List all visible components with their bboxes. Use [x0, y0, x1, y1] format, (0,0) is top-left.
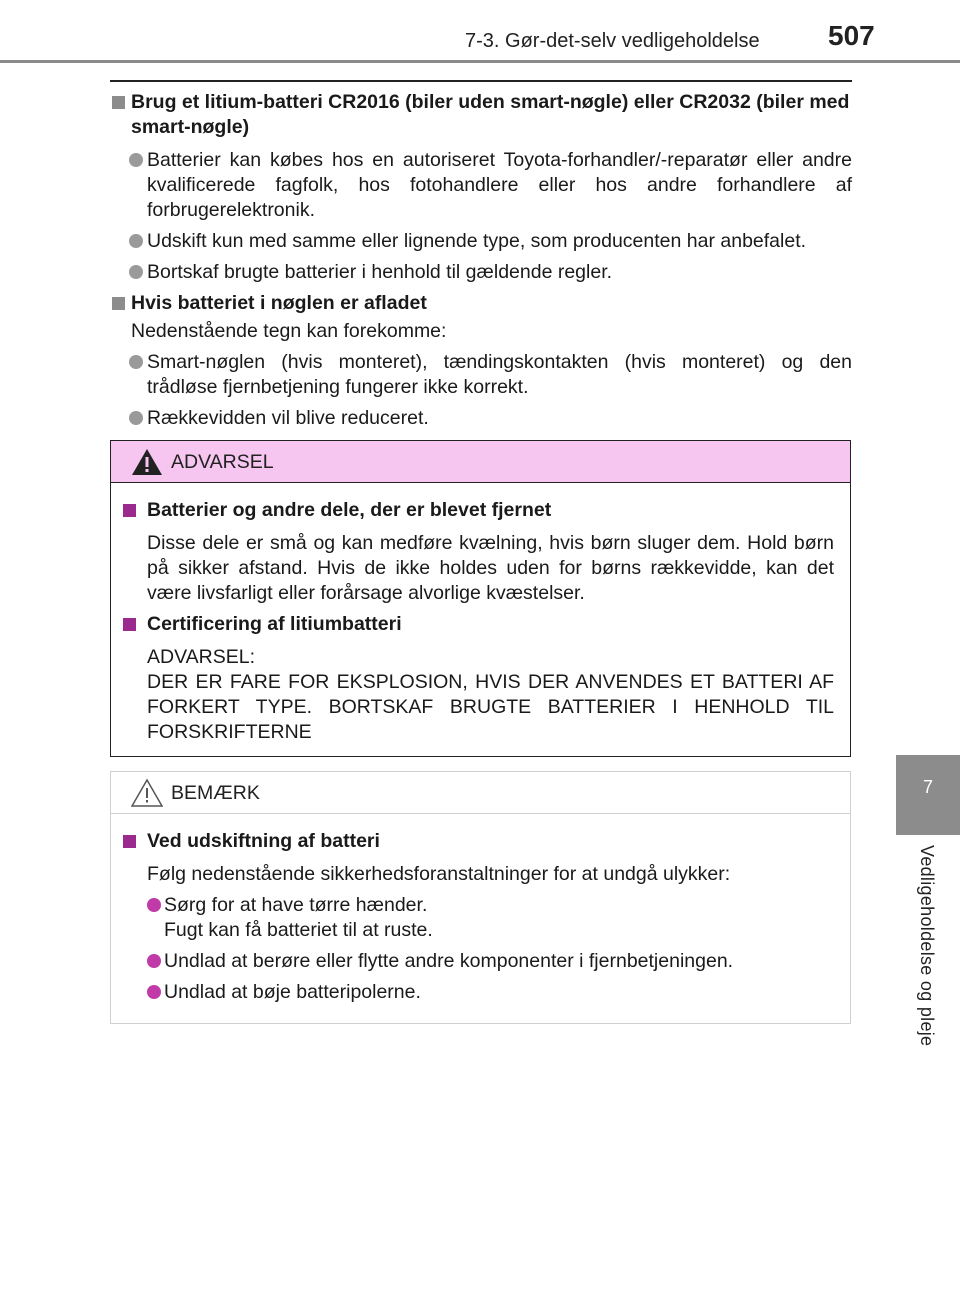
- square-bullet-icon: [112, 297, 125, 310]
- square-bullet-icon: [123, 618, 136, 631]
- chapter-number: 7: [922, 777, 933, 797]
- list-item: Undlad at bøje batteripolerne.: [121, 980, 834, 1005]
- main-content: [110, 90, 852, 437]
- warning-text: ADVARSEL: DER ER FARE FOR EKSPLOSION, HVIS DER ANVENDES ET BATTERI AF FORKERT TYPE. BORTSKAF BRUGTE BATTERIER I HENHOLD TIL FORSKRIFTERNE: [147, 646, 834, 743]
- square-bullet-icon: [123, 504, 136, 517]
- list-item: Sørg for at have tørre hænder. Fugt kan få batteriet til at ruste.: [121, 893, 834, 943]
- square-bullet-icon: [112, 96, 125, 109]
- note-box: [110, 771, 851, 1024]
- list-item: Undlad at berøre eller flytte andre komponenter i fjernbetjeningen.: [121, 949, 834, 974]
- caution-triangle-icon: [131, 778, 163, 808]
- chapter-title-tab: [896, 845, 960, 1075]
- page-header: [0, 0, 960, 70]
- note-heading: Ved udskiftning af batteri: [121, 829, 834, 854]
- section-heading: Brug et litium-batteri CR2016 (biler uden smart-nøgle) eller CR2032 (biler med smart-nøgle): [110, 90, 852, 140]
- list-item: Udskift kun med samme eller lignende type, som producenten har anbefalet.: [110, 229, 852, 254]
- square-bullet-icon: [123, 835, 136, 848]
- circle-bullet-icon: [147, 898, 161, 912]
- list-item: Smart-nøglen (hvis monteret), tændingskontakten (hvis monteret) og den trådløse fjernbetjening fungerer ikke korrekt.: [110, 350, 852, 400]
- header-divider: [0, 60, 960, 63]
- circle-bullet-icon: [129, 153, 143, 167]
- list-item: Batterier kan købes hos en autoriseret Toyota-forhandler/-reparatør eller andre kvalificerede fagfolk, hos fotohandlere eller hos andre forhandlere af forbrugerelektronik.: [110, 148, 852, 223]
- circle-bullet-icon: [129, 355, 143, 369]
- chapter-tab: [896, 755, 960, 835]
- note-intro: Følg nedenstående sikkerhedsforanstaltninger for at undgå ulykker:: [147, 863, 731, 885]
- chapter-title: Vedligeholdelse og pleje: [917, 845, 937, 1047]
- circle-bullet-icon: [147, 954, 161, 968]
- warning-title: ADVARSEL: [171, 451, 274, 473]
- warning-header: [111, 441, 850, 483]
- content-divider: [110, 80, 852, 82]
- list-item: Rækkevidden vil blive reduceret.: [110, 406, 852, 431]
- section-title: 7-3. Gør-det-selv vedligeholdelse: [465, 30, 760, 52]
- section-heading: Hvis batteriet i nøglen er afladet: [110, 291, 852, 316]
- warning-triangle-icon: [131, 447, 163, 477]
- note-body: [111, 814, 850, 1005]
- warning-text: Disse dele er små og kan medføre kvælning, hvis børn sluger dem. Hold børn på sikker afstand. Hvis de ikke holdes uden for børns rækkevidde, kan det være livsfarligt eller forårsage alvorlige kvæstelser.: [147, 532, 834, 604]
- page-number: 507: [828, 20, 875, 51]
- warning-heading: Certificering af litiumbatteri: [121, 612, 834, 637]
- list-item: Bortskaf brugte batterier i henhold til gældende regler.: [110, 260, 852, 285]
- warning-body: [111, 483, 850, 745]
- circle-bullet-icon: [129, 234, 143, 248]
- note-title: BEMÆRK: [171, 782, 260, 804]
- note-header: [111, 772, 850, 814]
- circle-bullet-icon: [129, 411, 143, 425]
- circle-bullet-icon: [147, 985, 161, 999]
- section-intro: Nedenstående tegn kan forekomme:: [131, 320, 447, 342]
- warning-box: [110, 440, 851, 757]
- circle-bullet-icon: [129, 265, 143, 279]
- warning-heading: Batterier og andre dele, der er blevet fjernet: [121, 498, 834, 523]
